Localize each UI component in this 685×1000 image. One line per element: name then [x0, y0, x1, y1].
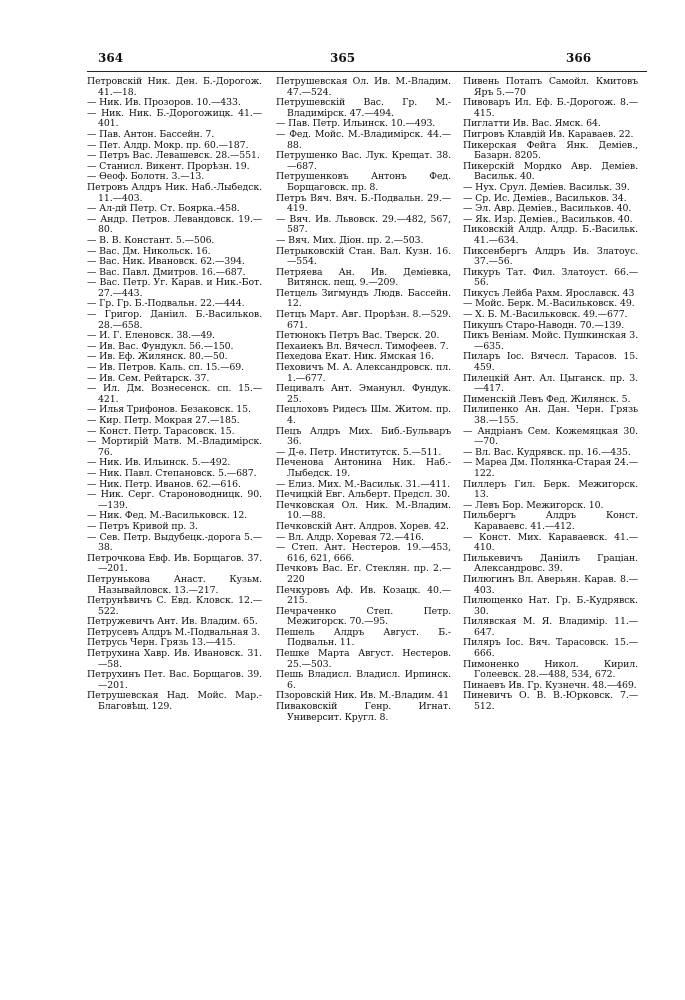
page-number-center: 365 [330, 51, 356, 65]
directory-entry: Пиксенбергъ Алдръ Ив. Златоус. 37.—56. [463, 245, 638, 268]
directory-entry: — Вл. Алдр. Хоревая 72.—416. [276, 531, 424, 543]
directory-entry: Петрунькова Анаст. Кузьм. Называйловск. 13.—217. [87, 573, 262, 596]
directory-entry: Петрушевскій Вас. Гр. М.-Владимірск. 47.—494. [276, 97, 451, 119]
directory-entry: — Степ. Ант. Нестеров. 19.—453, 616, 621, 666. [276, 542, 451, 564]
directory-entry: Пиллеръ Гил. Берк. Межигорск. 13. [463, 478, 638, 501]
directory-entry: — Елиз. Мих. М.-Васильк. 31.—411. [276, 478, 451, 490]
directory-entry: — Ив. Петров. Каль. сп. 15.—69. [87, 362, 244, 374]
directory-entry: — Ник. Серг. Староноводницк. 90.—139. [87, 489, 262, 511]
directory-entry: Печицкій Евг. Альберт. Предсл. 30. [276, 489, 450, 501]
directory-entry: — Ѳеоф. Болотн. 3.—13. [87, 171, 205, 183]
directory-entry: — Ал-дй Петр. Ст. Боярка.-458. [87, 203, 240, 215]
directory-entry: Пиларъ Іос. Вячесл. Тарасов. 15. 459. [463, 351, 638, 374]
column-middle [276, 77, 451, 723]
column-right [463, 77, 638, 713]
directory-entry: Пикерскій Мордко Авр. Деміев. Васильк. 40. [463, 160, 638, 183]
directory-entry: Петряева Ан. Ив. Деміевка, Витянск. пещ. 9.—209. [276, 266, 451, 289]
directory-entry: — Вл. Вас. Кудрявск. пр. 16.—435. [463, 446, 631, 458]
directory-entry: Петрусевъ Алдръ М.-Подвальная 3. [87, 626, 260, 638]
directory-entry: Пиляръ Іос. Вяч. Тарасовск. 15.—666. [463, 637, 638, 660]
directory-entry: Пиковскій Алдр. Алдр. Б.-Васильк. 41.—634. [463, 224, 638, 246]
directory-entry: — Вас. Павл. Дмитров. 16.—687. [87, 266, 246, 278]
directory-entry: Петрушевская Ол. Ив. М.-Владим. 47.—524. [276, 76, 451, 98]
directory-entry: Печкуровъ Аф. Ив. Козацк. 40.—215. [276, 584, 451, 607]
directory-entry: — Андріанъ Сем. Кожемяцкая 30.—70. [463, 425, 638, 448]
directory-entry: — Конст. Петр. Тарасовск. 15. [87, 425, 235, 437]
directory-entry: — Ив. Вас. Фундукл. 56.—150. [87, 340, 234, 352]
directory-entry: Петрухинъ Пет. Вас. Борщагов. 39.—201. [87, 669, 262, 691]
directory-entry: Печковскій Ант. Алдров. Хорев. 42. [276, 520, 449, 532]
directory-entry: Пеховичъ М. А. Александровск. пл. 1.—677. [276, 362, 451, 384]
directory-entry: Пикъ Веніам. Мойс. Пушкинская 3.—635. [463, 330, 638, 352]
directory-entry: — Григор. Даніил. Б.-Васильков. 28.—658. [87, 309, 262, 331]
directory-entry: — Конст. Мих. Караваевск. 41.—410. [463, 531, 638, 554]
directory-entry: Пилькевичъ Даніилъ Граціан. Александровс. 39. [463, 552, 638, 575]
directory-entry: — Андр. Петров. Левандовск. 19.—80. [87, 213, 262, 236]
directory-entry: Пешь Владисл. Владисл. Ирпинск. 6. [276, 669, 451, 691]
directory-entry: — Вас. Петр. Уг. Карав. и Ник.-Бот. 27.—443. [87, 277, 262, 299]
directory-entry: — Пав. Антон. Бассейн. 7. [87, 128, 215, 140]
directory-entry: — Пав. Петр. Ильинск. 10.—493. [276, 118, 436, 130]
directory-entry: — Вас. Дм. Никольск. 16. [87, 245, 211, 257]
directory-entry: Пиваковскій Генр. Игнат. Университ. Кругл. 8. [276, 701, 451, 723]
directory-entry: — Вяч. Ив. Львовск. 29.—482, 567, 587. [276, 213, 451, 236]
directory-entry: — Кир. Петр. Мокрая 27.—185. [87, 415, 240, 426]
directory-entry: Петрушенко Вас. Лук. Крещат. 38.—687. [276, 150, 451, 172]
directory-entry: — Петръ Кривой пр. 3. [87, 520, 198, 532]
directory-entry: — Ник. Ив. Прозоров. 10.—433. [87, 97, 241, 109]
directory-entry: — Мареа Дм. Полянка-Старая 24.—122. [463, 457, 638, 479]
directory-entry: — Станисл. Викент. Прорѣзн. 19. [87, 160, 250, 172]
directory-entry: — И. Г. Еленовск. 38.—49. [87, 330, 215, 342]
directory-entry: — Эл. Авр. Деміев., Васильков. 40. [463, 203, 632, 215]
page-number-right: 366 [566, 51, 592, 65]
directory-entry: Петрушевская Над. Мойс. Мар.-Благовѣщ. 129. [87, 690, 262, 713]
directory-entry: Петрочкова Евф. Ив. Борщагов. 37.—201. [87, 552, 262, 575]
directory-entry: — Ср. Ис. Деміев., Васильков. 34. [463, 192, 627, 204]
directory-entry: Пикуръ Тат. Фил. Златоуст. 66.—56. [463, 266, 638, 289]
directory-entry: — Мойс. Берк. М.-Васильковск. 49. [463, 298, 635, 310]
directory-entry: — Ник. Павл. Степановск. 5.—687. [87, 467, 257, 479]
directory-entry: Пецъ Алдръ Мих. Биб.-Бульваръ 36. [276, 425, 451, 448]
directory-entry: — Фед. Мойс. М.-Владимірск. 44.—88. [276, 128, 451, 151]
directory-entry: — Ник. Ник. Б.-Дорогожицк. 41.—401. [87, 107, 262, 130]
directory-entry: — Х. Б. М.-Васильковск. 49.—677. [463, 309, 628, 321]
directory-entry: — Илья Трифонов. Безаковск. 15. [87, 404, 251, 416]
directory-entry: Печраченко Степ. Петр. Межигорск. 70.—95. [276, 605, 451, 628]
directory-entry: Петрыковскій Стан. Вал. Кузн. 16.—554. [276, 245, 451, 268]
directory-entry: Пивоваръ Ил. Еф. Б.-Дорогож. 8.—415. [463, 97, 638, 119]
directory-entry: — Ив. Сем. Рейтарск. 37. [87, 372, 210, 384]
directory-entry: Пилипенко Ан. Дан. Черн. Грязь 38.—155. [463, 404, 638, 426]
directory-entry: Петръ Вяч. Вяч. Б.-Подвальн. 29.—419. [276, 192, 451, 215]
directory-entry: Печковская Ол. Ник. М.-Владим. 10.—88. [276, 499, 451, 522]
directory-entry: Печенова Антонина Ник. Наб.-Лыбедск. 19. [276, 457, 451, 479]
directory-entry: — Ник. Фед. М.-Васильковск. 12. [87, 510, 248, 522]
directory-entry: — Петръ Вас. Левашевск. 28.—551. [87, 150, 260, 162]
directory-entry: Печковъ Вас. Ег. Стеклян. пр. 2.—220 [276, 563, 451, 585]
directory-entry: Пехаиекъ Вл. Вячесл. Тимофеев. 7. [276, 340, 449, 352]
directory-entry: Пилявская М. Я. Владимір. 11.—647. [463, 616, 638, 638]
directory-entry: Пилющенко Нат. Гр. Б.-Кудрявск. 30. [463, 595, 638, 617]
directory-entry: Пиневичъ О. В. В.-Юрковск. 7.—512. [463, 690, 638, 713]
directory-entry: Петюнокъ Петръ Вас. Тверск. 20. [276, 330, 440, 342]
directory-entry: — Гр. Гр. Б.-Подвальн. 22.—444. [87, 298, 245, 310]
directory-entry: Пивень Потапъ Самойл. Кмитовъ Яръ 5.—70 [463, 76, 638, 98]
directory-entry: Петрунѣвичъ С. Евд. Кловск. 12.—522. [87, 595, 262, 617]
directory-entry: Пзоровскій Ник. Ив. М.-Владим. 41 [276, 690, 449, 702]
directory-entry: — Пет. Алдр. Мокр. пр. 60.—187. [87, 139, 249, 151]
directory-entry: Пинаевъ Ив. Гр. Кузнечн. 48.—469. [463, 679, 637, 691]
directory-entry: — Левъ Бор. Межигорск. 10. [463, 499, 604, 511]
directory-entry: Пигровъ Клавдій Ив. Караваев. 22. [463, 128, 634, 140]
directory-entry: Пешке Марта Август. Нестеров. 25.—503. [276, 648, 451, 670]
directory-entry: — В. В. Констант. 5.—506. [87, 234, 215, 246]
directory-entry: Пикерская Фейга Янк. Деміев., Базарн. 8205. [463, 139, 638, 162]
directory-entry: Петружевичъ Ант. Ив. Владим. 65. [87, 616, 258, 628]
directory-entry: — Ив. Еф. Жилянск. 80.—50. [87, 351, 228, 363]
directory-entry: Петровъ Алдръ Ник. Наб.-Лыбедск. 11.—403. [87, 181, 262, 204]
directory-entry: Пиглатти Ив. Вас. Ямск. 64. [463, 118, 601, 130]
directory-entry: — Вяч. Мих. Діон. пр. 2.—503. [276, 234, 424, 246]
directory-entry: Пикушъ Старо-Наводн. 70.—139. [463, 319, 625, 331]
directory-entry: — Нух. Срул. Деміев. Васильк. 39. [463, 181, 630, 193]
directory-entry: — Ил. Дм. Вознесенск. сп. 15.—421. [87, 383, 262, 405]
directory-entry: — Ник. Петр. Иванов. 62.—616. [87, 478, 241, 490]
directory-entry: Пилюгинъ Вл. Аверьян. Карав. 8.—403. [463, 573, 638, 596]
column-left [87, 77, 262, 713]
directory-entry: Пехедова Екат. Ник. Ямская 16. [276, 351, 434, 363]
directory-entry: Пименскій Левъ Фед. Жилянск. 5. [463, 393, 631, 405]
directory-entry: Пикусъ Лейба Рахм. Ярославск. 43 [463, 287, 635, 299]
directory-entry: — Д-ѳ. Петр. Институтск. 5.—511. [276, 446, 442, 458]
directory-entry: Пилецкій Ант. Ал. Цыганск. пр. 3.—417. [463, 372, 638, 395]
directory-entry: Пимоненко Никол. Кирил. Голеевск. 28.—488, 534, 672. [463, 658, 638, 681]
directory-entry: — Ник. Ив. Ильинск. 5.—492. [87, 457, 231, 469]
directory-entry: — Сев. Петр. Выдубецк.-дорога 5.—38. [87, 531, 262, 554]
directory-entry: Пильбергъ Алдръ Конст. Караваевс. 41.—412. [463, 510, 638, 532]
directory-entry: — Вас. Ник. Ивановск. 62.—394. [87, 256, 245, 268]
directory-entry: Петцъ Март. Авг. Прорѣзн. 8.—529. 671. [276, 309, 451, 331]
page-number-left: 364 [98, 51, 124, 65]
directory-entry: Петрухина Хавр. Ив. Ивановск. 31.—58. [87, 648, 262, 670]
directory-entry: Петрушенковъ Антонъ Фед. Борщаговск. пр. 8. [276, 171, 451, 193]
directory-entry: Пецлоховъ Ридесъ Шм. Житом. пр. 4. [276, 404, 451, 426]
directory-entry: — Мортирій Матв. М.-Владимірск. 76. [87, 436, 262, 458]
directory-entry: Пешель Алдръ Август. Б.-Подвальн. 11. [276, 626, 451, 649]
directory-entry: — Як. Изр. Деміев., Васильков. 40. [463, 213, 633, 225]
directory-entry: Петровскій Ник. Ден. Б.-Дорогож. 41.—18. [87, 76, 262, 98]
directory-entry: Петрусь Черн. Грязь 13.—415. [87, 637, 236, 649]
directory-entry: Петцель Зигмундъ Людв. Бассейн. 12. [276, 287, 451, 310]
header-rule [87, 71, 647, 72]
directory-entry: Пецивалъ Ант. Эманунл. Фундук. 25. [276, 383, 451, 405]
